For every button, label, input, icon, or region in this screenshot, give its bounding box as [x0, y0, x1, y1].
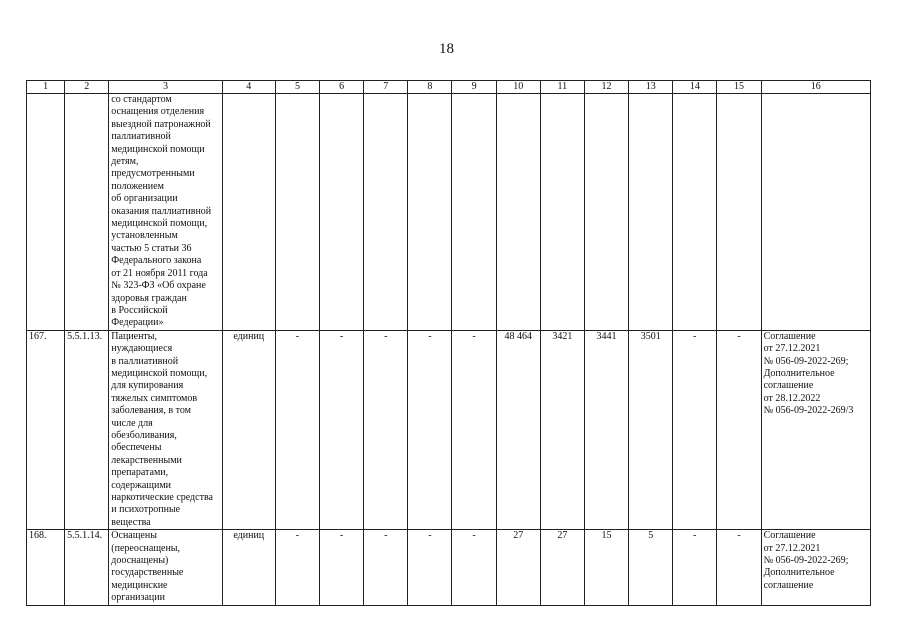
table-row — [27, 530, 871, 605]
row-code: 5.5.1.13. — [65, 330, 109, 530]
row-value: 3501 — [629, 330, 673, 530]
row-value — [364, 94, 408, 331]
column-header: 4 — [222, 81, 275, 94]
row-code: 5.5.1.14. — [65, 530, 109, 605]
column-header: 11 — [540, 81, 584, 94]
row-unit: единиц — [222, 330, 275, 530]
table-row — [27, 94, 871, 331]
row-value — [496, 94, 540, 331]
row-description: Пациенты, нуждающиеся в паллиативной медицинской помощи, для купирования тяжелых симптомов заболевания, в том числе для обезболивания, обеспечены лекарственными препаратами, содержащими наркотические средства и психотропные вещества — [109, 330, 222, 530]
row-value: - — [408, 330, 452, 530]
row-value: - — [452, 330, 496, 530]
column-header: 14 — [673, 81, 717, 94]
column-header: 3 — [109, 81, 222, 94]
row-value: 3421 — [540, 330, 584, 530]
table-row — [27, 330, 871, 530]
row-value: - — [452, 530, 496, 605]
column-header: 16 — [761, 81, 870, 94]
row-value: - — [673, 530, 717, 605]
row-description: со стандартом оснащения отделения выездной патронажной паллиативной медицинской помощи детям, предусмотренными положением об организации оказания паллиативной медицинской помощи, установленным частью 5 статьи 36 Федерального закона от 21 ноября 2011 года № 323-ФЗ «Об охране здоровья граждан в Российской Федерации» — [109, 94, 222, 331]
column-header: 15 — [717, 81, 761, 94]
row-number: 167. — [27, 330, 65, 530]
row-value: 3441 — [584, 330, 628, 530]
column-header: 13 — [629, 81, 673, 94]
row-value: - — [320, 530, 364, 605]
row-agreement — [761, 94, 870, 331]
data-table — [26, 80, 871, 606]
row-value: - — [717, 330, 761, 530]
row-value — [629, 94, 673, 331]
row-number: 168. — [27, 530, 65, 605]
row-value: - — [275, 530, 319, 605]
row-value: 48 464 — [496, 330, 540, 530]
row-unit: единиц — [222, 530, 275, 605]
row-value: - — [320, 330, 364, 530]
row-value — [540, 94, 584, 331]
column-header: 6 — [320, 81, 364, 94]
row-value: - — [717, 530, 761, 605]
row-value: - — [364, 330, 408, 530]
column-number-row — [27, 81, 871, 94]
row-value — [452, 94, 496, 331]
column-header: 5 — [275, 81, 319, 94]
row-value: 27 — [496, 530, 540, 605]
column-header: 12 — [584, 81, 628, 94]
column-header: 10 — [496, 81, 540, 94]
column-header: 1 — [27, 81, 65, 94]
row-value: - — [275, 330, 319, 530]
row-value: - — [364, 530, 408, 605]
row-value — [408, 94, 452, 331]
row-value: 5 — [629, 530, 673, 605]
row-agreement: Соглашение от 27.12.2021 № 056-09-2022-269; Дополнительное соглашение — [761, 530, 870, 605]
row-value: - — [408, 530, 452, 605]
row-value — [584, 94, 628, 331]
row-unit — [222, 94, 275, 331]
row-value: 15 — [584, 530, 628, 605]
row-description: Оснащены (переоснащены, дооснащены) государственные медицинские организации — [109, 530, 222, 605]
column-header: 2 — [65, 81, 109, 94]
row-value: 27 — [540, 530, 584, 605]
row-value — [320, 94, 364, 331]
row-agreement: Соглашение от 27.12.2021 № 056-09-2022-269; Дополнительное соглашение от 28.12.2022 № 056-09-2022-269/3 — [761, 330, 870, 530]
page-number: 18 — [439, 41, 454, 57]
row-value — [673, 94, 717, 331]
row-value: - — [673, 330, 717, 530]
row-number — [27, 94, 65, 331]
column-header: 7 — [364, 81, 408, 94]
column-header: 8 — [408, 81, 452, 94]
row-value — [717, 94, 761, 331]
row-code — [65, 94, 109, 331]
row-value — [275, 94, 319, 331]
column-header: 9 — [452, 81, 496, 94]
